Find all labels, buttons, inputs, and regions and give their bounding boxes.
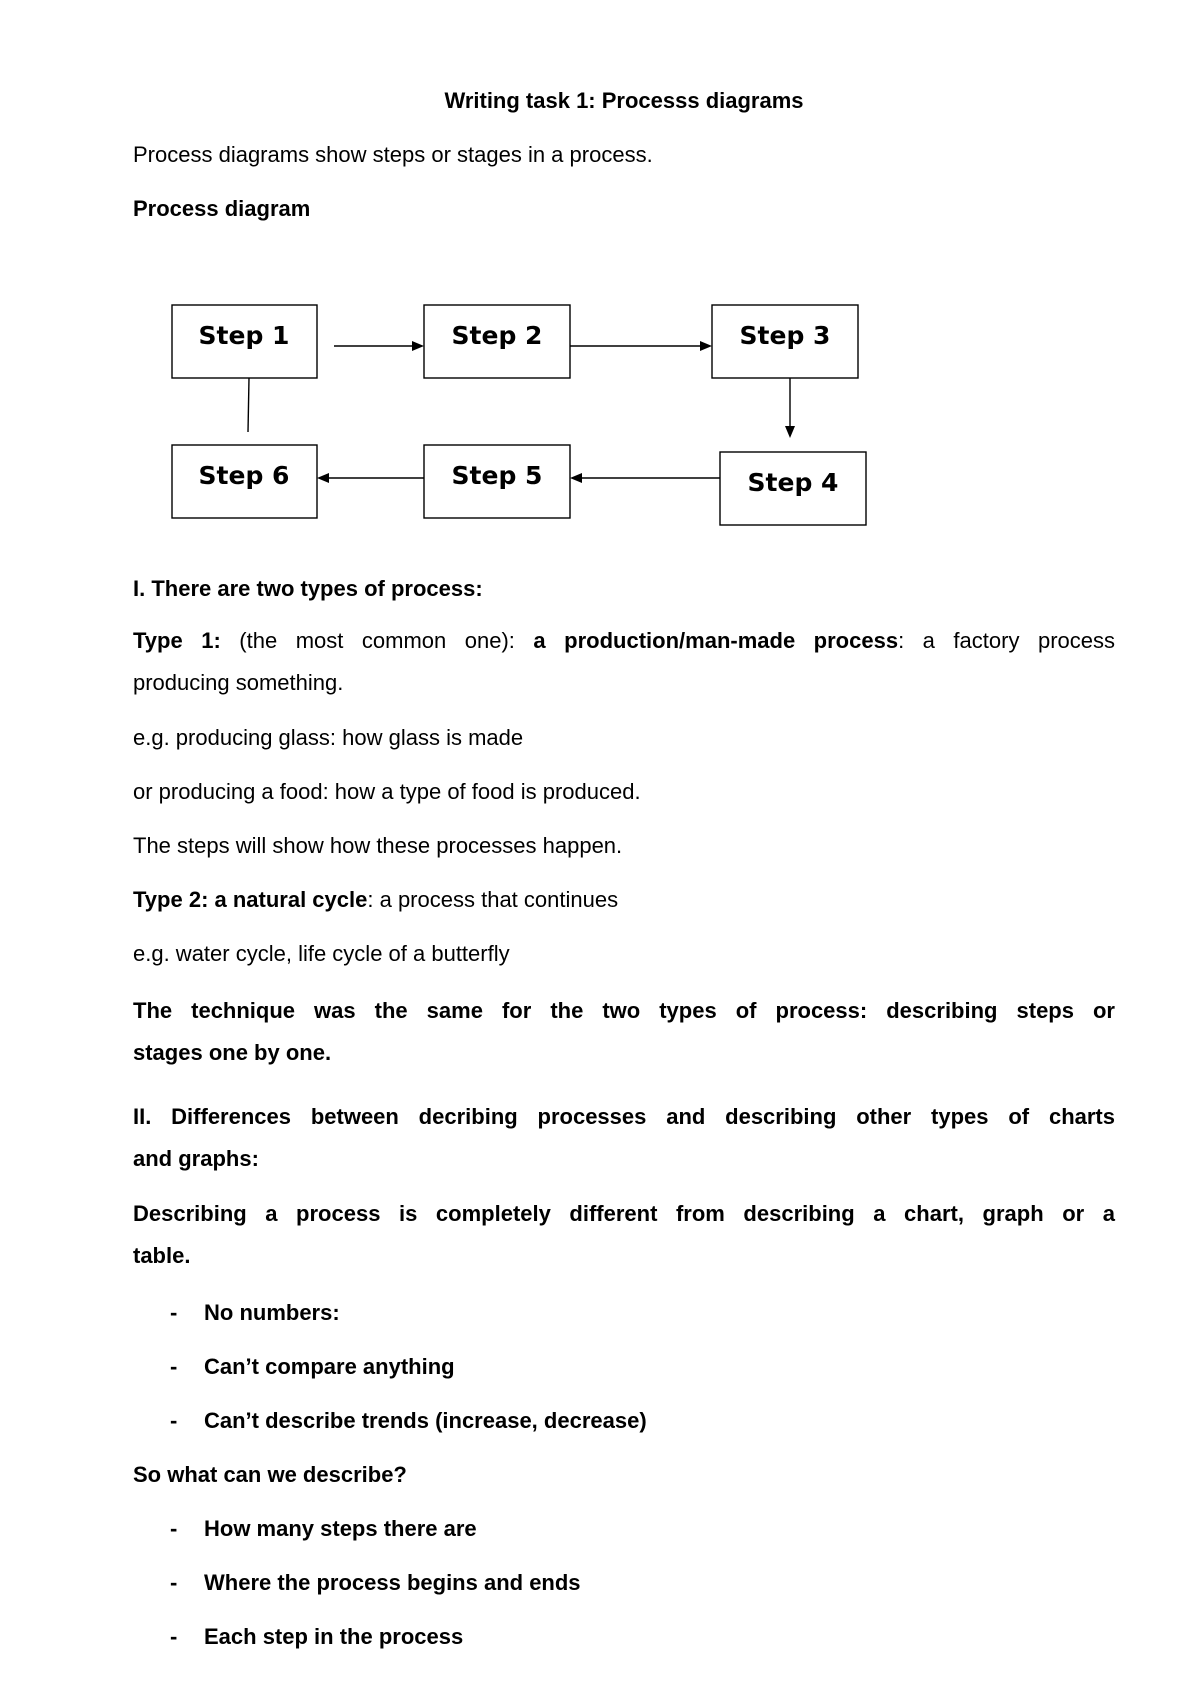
type1-text2: : a factory process bbox=[898, 628, 1115, 653]
section2-heading-line1: II. Differences between decribing processes and describing other types of charts bbox=[133, 1104, 1115, 1129]
diagram-heading: Process diagram bbox=[133, 196, 311, 221]
arrow-step5-to-step6 bbox=[317, 473, 424, 483]
arrow-step3-to-step4 bbox=[785, 378, 795, 438]
type1-text1: (the most common one): bbox=[220, 628, 534, 653]
section2-heading-line2: and graphs: bbox=[133, 1146, 259, 1171]
step-1-label: Step 1 bbox=[198, 321, 290, 350]
technique-paragraph bbox=[133, 990, 1115, 1074]
type1-line2: producing something. bbox=[133, 670, 344, 695]
document-page: Writing task 1: Processs diagrams Process diagrams show steps or stages in a process. Process diagram Step 1 Step 2 Step 3 Step 4 Step 5 Step 6 I. There are two types of process: Type 1: (the most common one): a production/man-made process: a factory process producing something. e.g. producing glass: how glass is made or producing a food: how a type of food is produced. The steps will show how these processes happen. Type 2: a natural cycle: a process that continues e.g. water cycle, life cycle of a butterfly The technique was the same for the two types of process: describing steps or stages one by one. II. Differences between decribing processes and describing other types of charts and graphs: Describing a process is completely different from describing a chart, graph or a table. - No numbers: - Can’t compare anything - Can’t describe trends (increase, decrease) So what can we describe? - How many steps there are - Where the process begins and ends - Each step in the process bbox=[0, 0, 1200, 1698]
section2-statement-line1: Describing a process is completely different from describing a chart, graph or a bbox=[133, 1201, 1115, 1226]
step-3-label: Step 3 bbox=[739, 321, 831, 350]
connector-step1-down bbox=[248, 378, 249, 432]
type1-label: Type 1: bbox=[133, 628, 221, 653]
steps-note: The steps will show how these processes happen. bbox=[133, 833, 623, 858]
arrow-step4-to-step5 bbox=[570, 473, 720, 483]
document-title: Writing task 1: Processs diagrams bbox=[444, 88, 804, 113]
type2-text: : a process that continues bbox=[367, 887, 619, 912]
question: So what can we describe? bbox=[133, 1462, 407, 1487]
section2-statement-line2: table. bbox=[133, 1243, 191, 1268]
example-food: or producing a food: how a type of food is produced. bbox=[133, 779, 641, 804]
example-cycles: e.g. water cycle, life cycle of a butterfly bbox=[133, 941, 510, 966]
arrow-step1-to-step2 bbox=[334, 341, 424, 351]
type2-line bbox=[133, 887, 1115, 913]
type1-paragraph bbox=[133, 620, 1115, 704]
type2-label: Type 2: a natural cycle bbox=[133, 887, 368, 912]
step-2-label: Step 2 bbox=[451, 321, 543, 350]
type1-line1 bbox=[133, 620, 1115, 662]
step-4-label: Step 4 bbox=[747, 468, 839, 497]
type1-bold: a production/man-made process bbox=[533, 628, 899, 653]
example-glass: e.g. producing glass: how glass is made bbox=[133, 725, 524, 750]
arrow-step2-to-step3 bbox=[570, 341, 712, 351]
section2-heading bbox=[133, 1096, 1115, 1180]
intro-text: Process diagrams show steps or stages in a process. bbox=[133, 142, 653, 167]
section2-statement bbox=[133, 1193, 1115, 1277]
section1-heading: I. There are two types of process: bbox=[133, 576, 483, 601]
technique-line2: stages one by one. bbox=[133, 1040, 332, 1065]
step-5-label: Step 5 bbox=[451, 461, 543, 490]
process-diagram bbox=[0, 0, 1200, 560]
step-6-label: Step 6 bbox=[198, 461, 290, 490]
technique-line1: The technique was the same for the two types of process: describing steps or bbox=[133, 998, 1115, 1023]
